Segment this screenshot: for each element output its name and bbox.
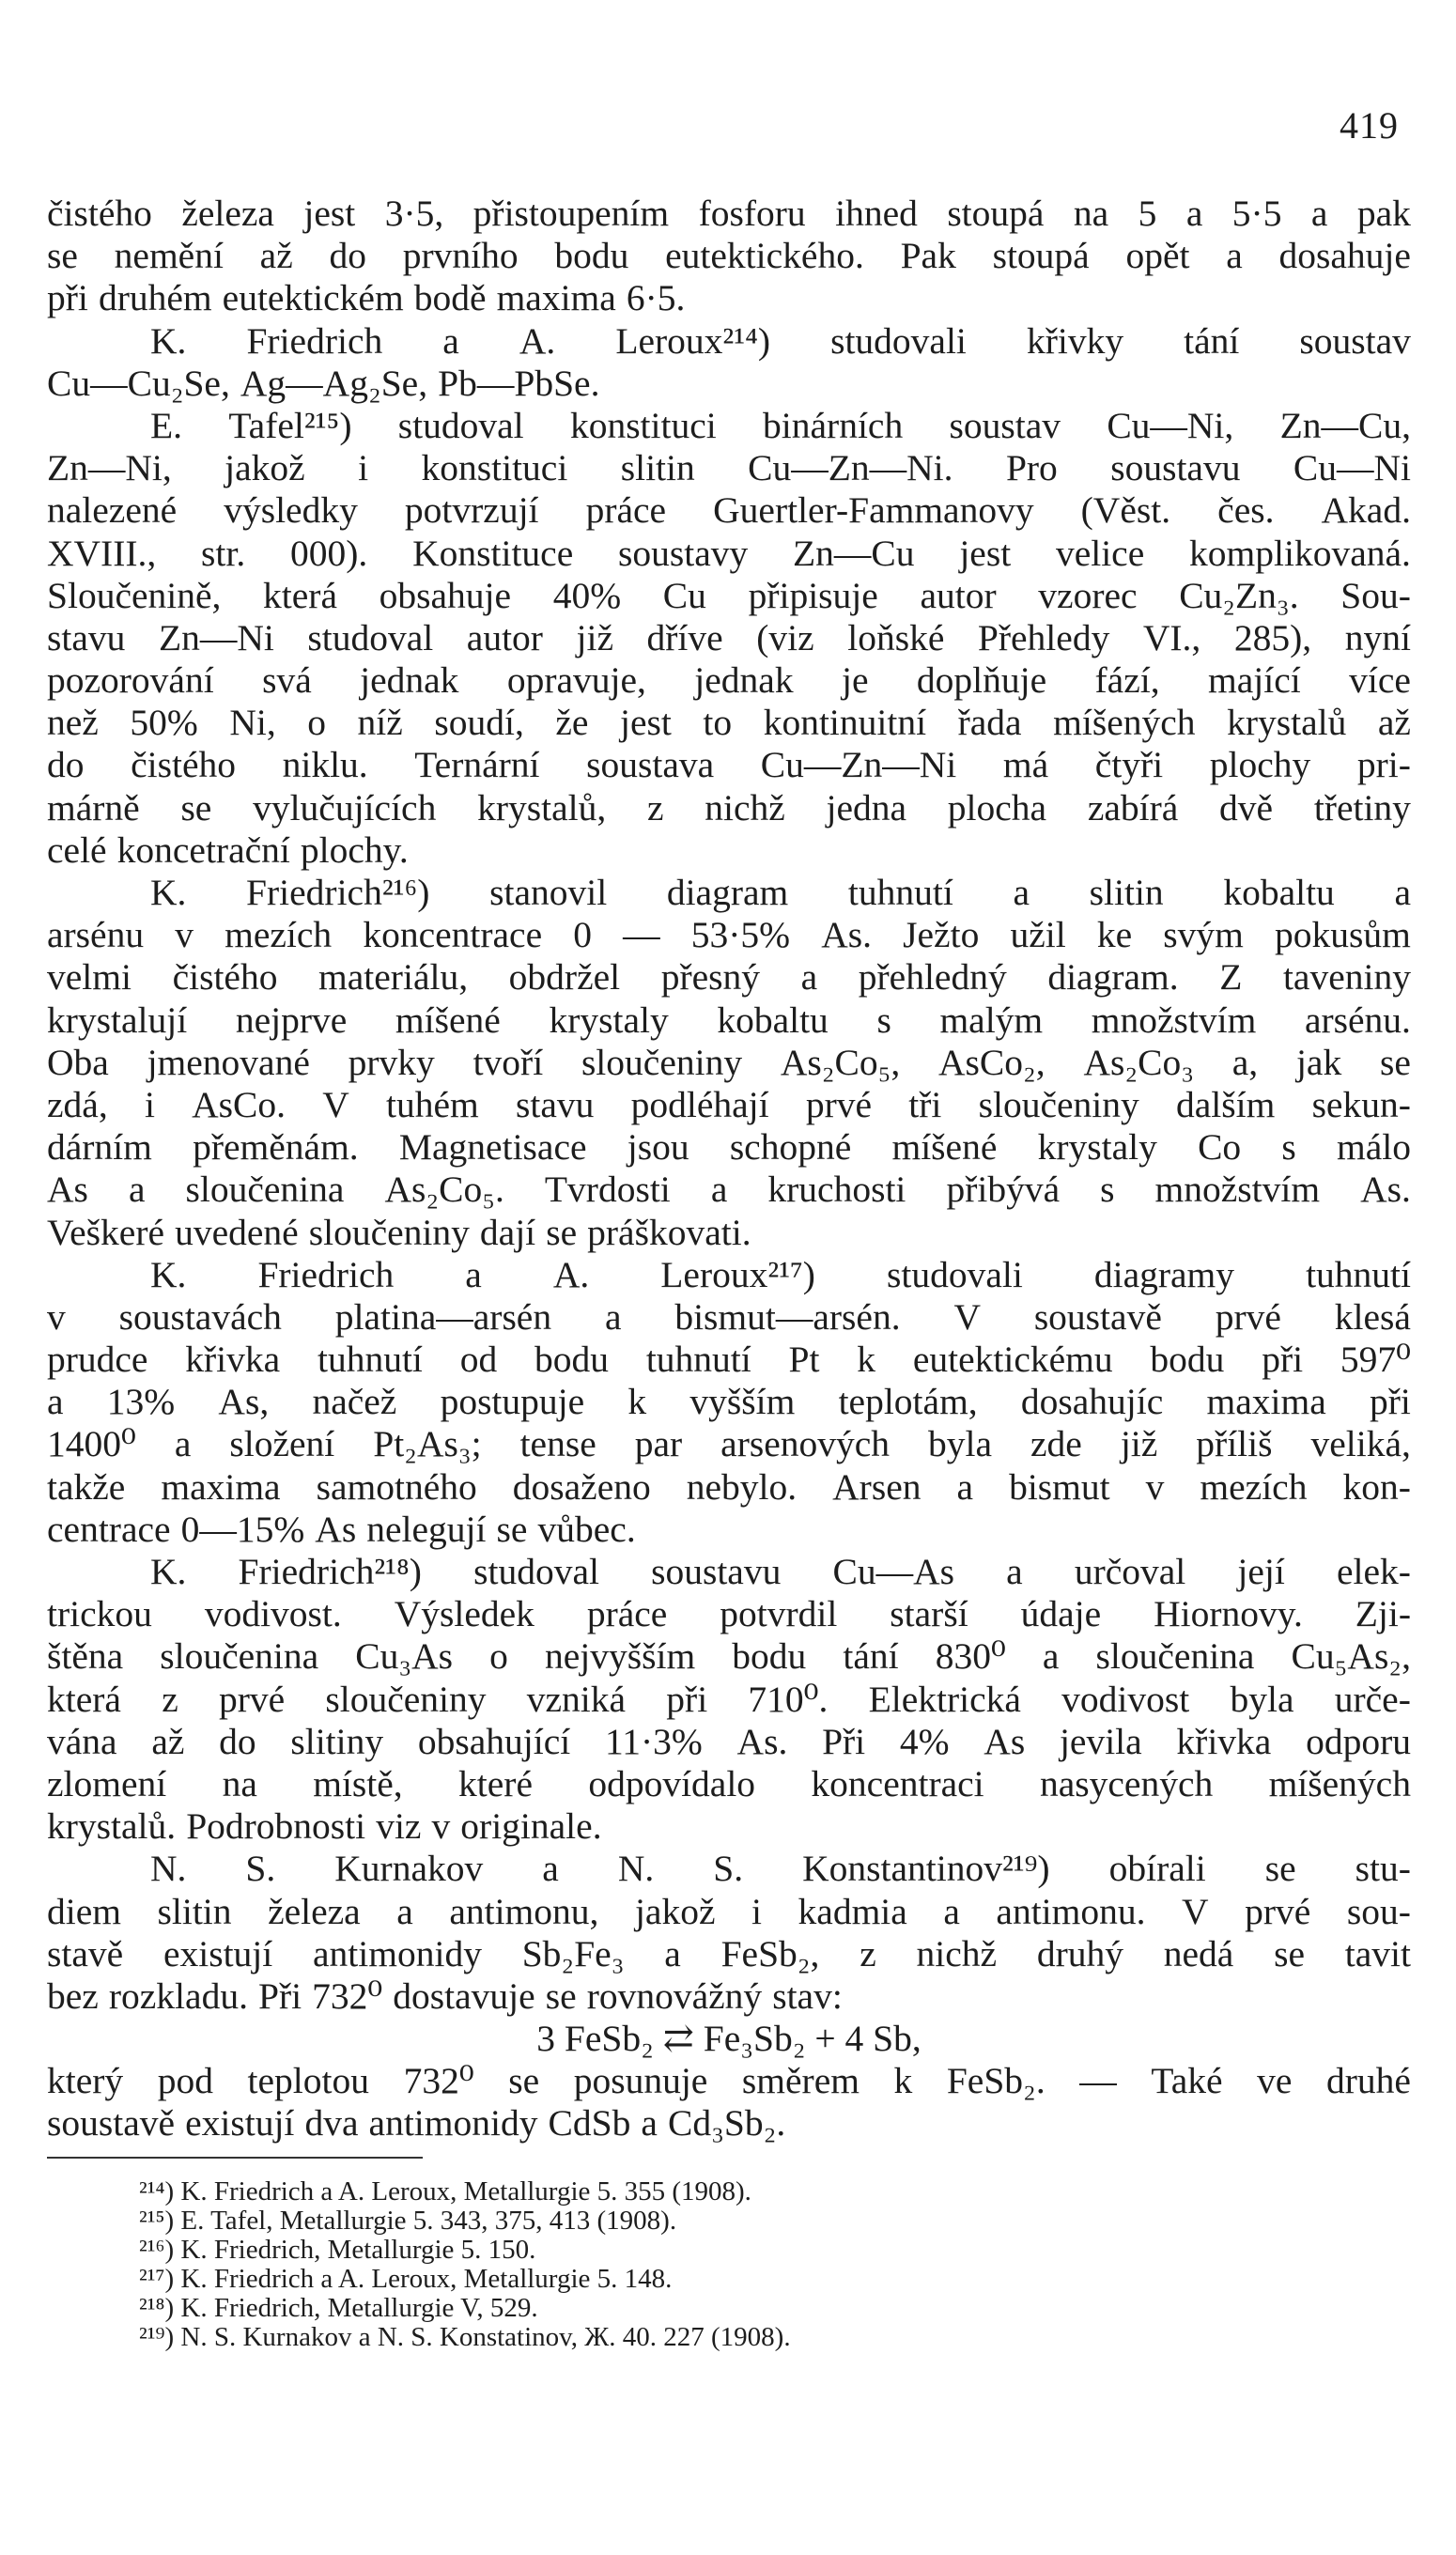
text-line: arsénu v mezích koncentrace 0 — 53·5% As. Ježto užil ke svým pokusům xyxy=(47,914,1411,956)
text-line: stavě existují antimonidy Sb₂Fe₃ a FeSb₂, z nichž druhý nedá se tavit xyxy=(47,1932,1411,1974)
text-line: centrace 0—15% As nelegují se vůbec. xyxy=(47,1508,636,1550)
text-line: K. Friedrich a A. Leroux²¹⁴) studovali křivky tání soustav xyxy=(150,319,1411,362)
text-line: čistého železa jest 3·5, přistoupením fosforu ihned stoupá na 5 a 5·5 a pak xyxy=(47,193,1411,234)
text-line: N. S. Kurnakov a N. S. Konstantinov²¹⁹) obírali se stu- xyxy=(150,1848,1411,1890)
text-line: pozorování svá jednak opravuje, jednak je doplňuje fází, mající více xyxy=(47,659,1411,702)
text-line: Sloučenině, která obsahuje 40% Cu připisuje autor vzorec Cu₂Zn₃. Sou- xyxy=(47,574,1411,616)
footnote: ²¹⁶) K. Friedrich, Metallurgie 5. 150. xyxy=(139,2235,536,2265)
text-line: XVIII., str. 000). Konstituce soustavy Zn—Cu jest velice komplikovaná. xyxy=(47,532,1411,574)
text-line: při druhém eutektickém bodě maxima 6·5. xyxy=(47,277,686,319)
page-number: 419 xyxy=(1340,104,1399,147)
text-line: v soustavách platina—arsén a bismut—arsén. V soustavě prvé klesá xyxy=(47,1295,1411,1338)
text-line: Cu—Cu₂Se, Ag—Ag₂Se, Pb—PbSe. xyxy=(47,362,600,404)
footnotes xyxy=(139,2177,1266,2352)
text-line: márně se vylučujících krystalů, z nichž jedna plocha zabírá dvě třetiny xyxy=(47,786,1411,828)
text-line: zdá, i AsCo. V tuhém stavu podléhají prvé tři sloučeniny dalším sekun- xyxy=(47,1083,1411,1125)
text-line: K. Friedrich²¹⁶) stanovil diagram tuhnutí a slitin kobaltu a xyxy=(150,872,1411,913)
text-line: prudce křivka tuhnutí od bodu tuhnutí Pt k eutektickému bodu při 597⁰ xyxy=(47,1339,1411,1381)
text-line: K. Friedrich a A. Leroux²¹⁷) studovali diagramy tuhnutí xyxy=(150,1253,1411,1295)
text-line: krystalují nejprve míšené krystaly kobaltu s malým množstvím arsénu. xyxy=(47,999,1411,1041)
footnote: ²¹⁸) K. Friedrich, Metallurgie V, 529. xyxy=(139,2293,538,2323)
text-line: Oba jmenované prvky tvoří sloučeniny As₂Co₅, AsCo₂, As₂Co₃ a, jak se xyxy=(47,1041,1411,1083)
footnote: ²¹⁹) N. S. Kurnakov a N. S. Konstatinov, Ж. 40. 227 (1908). xyxy=(139,2322,791,2352)
text-line: Zn—Ni, jakož i konstituci slitin Cu—Zn—Ni. Pro soustavu Cu—Ni xyxy=(47,447,1411,489)
text-line: trickou vodivost. Výsledek práce potvrdil starší údaje Hiornovy. Zji- xyxy=(47,1593,1411,1635)
text-line: vána až do slitiny obsahující 11·3% As. Při 4% As jevila křivka odporu xyxy=(47,1720,1411,1762)
text-line: bez rozkladu. Při 732⁰ dostavuje se rovnovážný stav: xyxy=(47,1974,843,2017)
footnote-divider xyxy=(47,2157,423,2159)
text-line: do čistého niklu. Ternární soustava Cu—Zn—Ni má čtyři plochy pri- xyxy=(47,744,1411,786)
text-line: takže maxima samotného dosaženo nebylo. Arsen a bismut v mezích kon- xyxy=(47,1465,1411,1508)
text-line: soustavě existují dva antimonidy CdSb a Cd₃Sb₂. xyxy=(47,2102,786,2145)
text-line: Veškeré uvedené sloučeniny dají se práškovati. xyxy=(47,1211,751,1253)
body-text xyxy=(47,193,1411,2145)
text-line: se nemění až do prvního bodu eutektického. Pak stoupá opět a dosahuje xyxy=(47,235,1411,277)
text-line: dárním přeměnám. Magnetisace jsou schopné míšené krystaly Co s málo xyxy=(47,1126,1411,1169)
text-line: krystalů. Podrobnosti viz v originale. xyxy=(47,1805,602,1848)
text-line: As a sloučenina As₂Co₅. Tvrdosti a kruchosti přibývá s množstvím As. xyxy=(47,1169,1411,1211)
text-line: E. Tafel²¹⁵) studoval konstituci binárních soustav Cu—Ni, Zn—Cu, xyxy=(150,404,1411,446)
text-line: která z prvé sloučeniny vzniká při 710⁰. Elektrická vodivost byla urče- xyxy=(47,1678,1411,1720)
text-line: diem slitin železa a antimonu, jakož i kadmia a antimonu. V prvé sou- xyxy=(47,1890,1411,1932)
text-line: velmi čistého materiálu, obdržel přesný a přehledný diagram. Z taveniny xyxy=(47,956,1411,999)
footnote: ²¹⁴) K. Friedrich a A. Leroux, Metallurgie 5. 355 (1908). xyxy=(139,2176,751,2207)
text-line: než 50% Ni, o níž soudí, že jest to kontinuitní řada míšených krystalů až xyxy=(47,702,1411,744)
text-line: zlomení na místě, které odpovídalo koncentraci nasycených míšených xyxy=(47,1762,1411,1804)
text-line: stavu Zn—Ni studoval autor již dříve (viz loňské Přehledy VI., 285), nyní xyxy=(47,616,1411,658)
text-line: nalezené výsledky potvrzují práce Guertler-Fammanovy (Věst. čes. Akad. xyxy=(47,489,1411,532)
text-line: a 13% As, načež postupuje k vyšším teplotám, dosahujíc maxima při xyxy=(47,1381,1411,1423)
text-line: který pod teplotou 732⁰ se posunuje směrem k FeSb₂. — Také ve druhé xyxy=(47,2060,1411,2102)
text-line: 1400⁰ a složení Pt₂As₃; tense par arsenových byla zde již příliš veliká, xyxy=(47,1423,1411,1465)
text-line: K. Friedrich²¹⁸) studoval soustavu Cu—As a určoval její elek- xyxy=(150,1551,1411,1592)
text-line: 3 FeSb₂ ⇄ Fe₃Sb₂ + 4 Sb, xyxy=(536,2018,922,2060)
text-line: celé koncetrační plochy. xyxy=(47,828,409,871)
footnote: ²¹⁷) K. Friedrich a A. Leroux, Metallurgie 5. 148. xyxy=(139,2264,673,2294)
footnote: ²¹⁵) E. Tafel, Metallurgie 5. 343, 375, 413 (1908). xyxy=(139,2206,677,2236)
text-line: štěna sloučenina Cu₃As o nejvyšším bodu tání 830⁰ a sloučenina Cu₅As₂, xyxy=(47,1635,1411,1678)
